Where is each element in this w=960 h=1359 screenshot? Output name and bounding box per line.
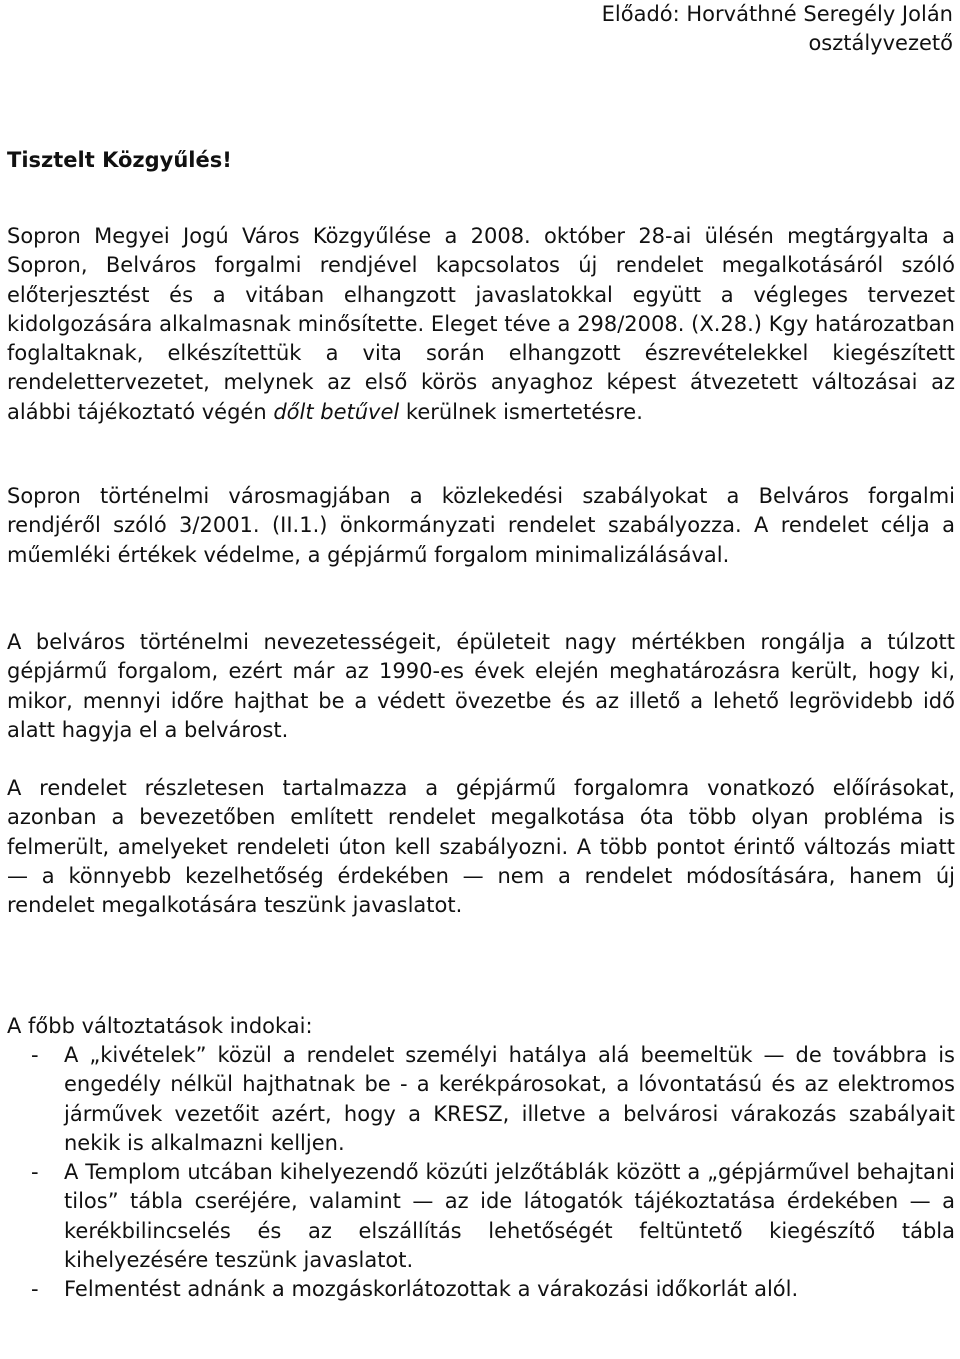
paragraph-intro-italic: dőlt betűvel bbox=[273, 399, 400, 424]
presenter-title: osztályvezető bbox=[808, 31, 953, 55]
salutation: Tisztelt Közgyűlés! bbox=[7, 148, 232, 172]
list-item bbox=[7, 1041, 955, 1158]
list-item bbox=[7, 1158, 955, 1275]
paragraph-intro-end: kerülnek ismertetésre. bbox=[399, 399, 643, 424]
list-dash: - bbox=[31, 1043, 39, 1067]
paragraph-intro bbox=[7, 222, 955, 427]
paragraph-regulation: Sopron történelmi városmagjában a közlekedési szabályokat a Belváros forgalmi rendjéről szóló 3/2001. (II.1.) önkormányzati rendelet szabályozza. A rendelet célja a műemléki értékek védelme, a gépjármű forgalom minimalizálásával. bbox=[7, 484, 955, 567]
list-item-text: Felmentést adnánk a mozgáskorlátozottak a várakozási időkorlát alól. bbox=[64, 1277, 799, 1302]
list-item-text: A „kivételek” közül a rendelet személyi hatálya alá beemeltük — de továbbra is engedély nélkül hajthatnak be - a kerékpárosokat, a lóvontatású és az elektromos járművek vezetőit azért, hogy a KRESZ, illetve a belvárosi várakozás szabályait nekik is alkalmazni kelljen. bbox=[64, 1043, 955, 1155]
reasons-list bbox=[7, 1041, 955, 1305]
paragraph-intro-text: Sopron Megyei Jogú Város Közgyűlése a 2008. október 28-ai ülésén megtárgyalta a Sopron, Belváros forgalmi rendjével kapcsolatos új rendelet megalkotásáról szóló előterjesztést és a vitában elhangzott javaslatokkal együtt a végleges tervezet kidolgozására alkalmasnak minősítette. Eleget téve a 298/2008. (X.28.) Kgy határozatban foglaltaknak, elkészítettük a vita során elhangzott észrevételekkel kiegészített rendelettervezetet, melynek az első körös anyaghoz képest átvezetett változásai az alábbi tájékoztató végén bbox=[7, 224, 955, 424]
paragraph-history: A belváros történelmi nevezetességeit, épületeit nagy mértékben rongálja a túlzott gépjármű forgalom, ezért már az 1990-es évek elején meghatározásra került, hogy ki, mikor, mennyi időre hajthat be a védett övezetbe és az illető a lehető legrövidebb idő alatt hagyja el a belvárost. bbox=[7, 630, 955, 742]
presenter-name: Előadó: Horváthné Seregély Jolán bbox=[601, 2, 953, 26]
presenter-block bbox=[602, 0, 953, 58]
list-item-text: A Templom utcában kihelyezendő közúti jelzőtáblák között a „gépjárművel behajtani tilos” tábla cseréjére, valamint — az ide látogatók tájékoztatása érdekében — a kerékbilincselés és az elszállítás lehetőségét feltüntető kiegészítő tábla kihelyezésére teszünk javaslatot. bbox=[64, 1160, 955, 1273]
reasons-heading: A főbb változtatások indokai: bbox=[7, 1014, 313, 1038]
list-dash: - bbox=[31, 1160, 39, 1185]
list-item bbox=[7, 1275, 955, 1304]
list-dash: - bbox=[31, 1277, 39, 1302]
paragraph-proposal: A rendelet részletesen tartalmazza a gépjármű forgalomra vonatkozó előírásokat, azonban a bevezetőben említett rendelet megalkotása óta több olyan probléma is felmerült, amelyeket rendeleti úton kell szabályozni. A több pontot érintő változás miatt — a könnyebb kezelhetőség érdekében — nem a rendelet módosítására, hanem új rendelet megalkotására teszünk javaslatot. bbox=[7, 776, 955, 918]
